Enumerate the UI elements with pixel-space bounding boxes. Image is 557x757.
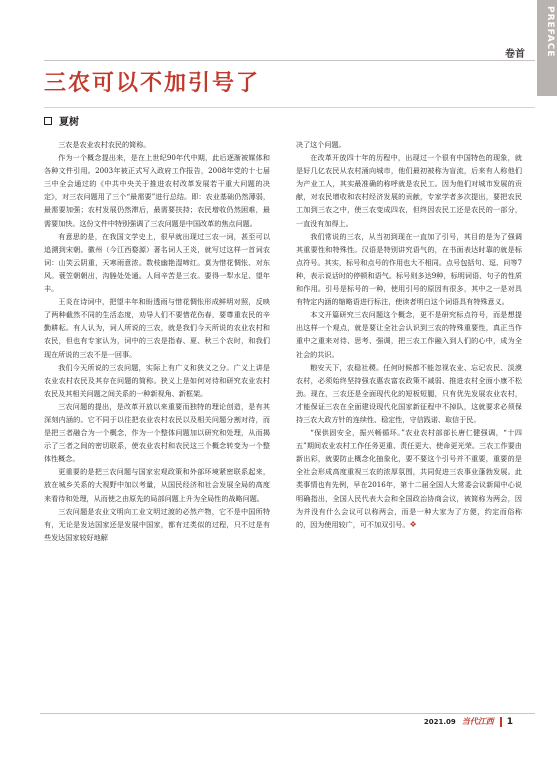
side-tab-label: PREFACE — [545, 6, 555, 58]
side-tab — [537, 0, 557, 96]
square-icon — [44, 117, 52, 125]
paragraph: 作为一个概念提出来，是在上世纪90年代中期，此后逐渐被媒体和各种文件引用。2003年被正式写入政府工作报告，2008年党的十七届三中全会通过的《中共中央关于推进农村改革发展若干重大问题的决定》，对三农问题用了三个“最需要”进行总结。即：农业基础仍然薄弱，最需要加强；农村发展仍然滞后，最需要扶持；农民增收仍然困难，最需要加快。这份文件中特别强调了三农问题是中国改革的焦点问题。 — [44, 153, 270, 228]
paragraph: 更重要的是把三农问题与国家宏观政策和外部环境紧密联系起来，放在城乡关系的大视野中加以考量，从国民经济和社会发展全局的高度来看待和处理，从而使之由原先的局部问题上升为全局性的战略问题。 — [44, 467, 270, 503]
paragraph: 王炎在诗词中，把望丰年和盼透雨与惜花惆怅形成鲜明对照，反映了两种截然不同的生活态度，劝导人们不要惜花伤春，要尊重农民的辛勤耕耘。有人认为，词人所说的三农，就是我们今天所说的农业农村和农民，但也有专家认为，词中的三农是指春、夏、秋三个农时，和我们现在所说的三农不是一回事。 — [44, 297, 270, 359]
paragraph: 有意思的是，在我国文学史上，很早就出现过三农一词，甚至可以追溯到宋朝。徽州（今江西婺源）著名词人王炎，就写过这样一首词农词：山笑云阴重，天寒雨意浓。数枝幽艳湿啼红。莫为惜花惆怅、对东风。蓑笠朝朝出，沟塍处处通。人间辛苦是三农。要得一犁水足、望年丰。 — [44, 231, 270, 294]
paragraph: 决了这个问题。 — [296, 140, 346, 149]
paragraph: 三农问题是农业文明向工业文明过渡的必然产物，它不是中国所特有，无论是发达国家还是发展中国家，都有过类似的过程，只不过是有些发达国家较好地解 — [44, 506, 270, 542]
paragraph-last — [296, 426, 522, 531]
issue-number: 2021.09 — [423, 717, 456, 726]
paragraph: 本文开篇研究三农问题这个概念，更不是研究标点符号，而是想提出这样一个观点，就是要让全社会认识到三农的特殊重要性，真正当作重中之重来对待、思考、强调，把三农工作融入到人们的心中，成为全社会的共识。 — [296, 310, 522, 359]
article-title: 三农可以不加引号了 — [44, 71, 261, 96]
author-line — [44, 113, 79, 128]
paragraph: 我们常说的三农，从当初到现在一直加了引号，其目的是为了强调其重要性和特殊性。汉语是特别讲究语气的，在书面表达时靠的就是标点符号。其实，标号和点号的作用也大不相同。点号包括句、逗、问等7种，表示说话时的停顿和语气。标号则多达9种，标明词语、句子的性质和作用。引号是标号的一种，使用引号的原因有很多，其中之一是对具有特定内涵的缩略语进行标注，使读者明白这个词语具有特殊意义。 — [296, 231, 522, 307]
footer-divider — [40, 713, 535, 714]
title-divider — [44, 107, 535, 108]
paragraph-text: “保供固安全，振兴畅循环。”农业农村部部长唐仁健强调，“十四五”期间农业农村工作任务更重、责任更大、使命更光荣。三农工作要由新出彩，就要防止概念化抽象化，要不要这个引号并不重要，重要的是全社会形成高度重视三农的浓厚氛围，共同促进三农事业蓬勃发展。此类事情也有先例，早在2016年，第十二届全国人大常委会议新闻中心说明确指出，全国人民代表大会和全国政治协商会议，被简称为两会，因为并没有什么会议可以称两会，而是一种大家为了方便，约定而俗称的，因为使用较广，可不加双引号。 — [296, 428, 522, 529]
left-column — [44, 138, 270, 691]
paragraph: 粮安天下，农稳社稷。任何时候都不能忽视农业、忘记农民、淡漠农村，必须始终坚持强农惠农富农政策不减弱、推进农村全面小康不松劲。现在，三农还是全面现代化的短板短腿，只有优先发展农业农村，才能保证三农在全面建设现代化国家新征程中不掉队，这就要求必须保持三农大政方针的连续性、稳定性，守信践诺、取信于民。 — [296, 362, 522, 424]
right-column — [296, 138, 522, 691]
end-mark-icon: ❖ — [409, 519, 417, 529]
page-number: 1 — [506, 716, 513, 727]
paragraph: 在改革开放四十年的历程中，出现过一个很有中国特色的现象，就是好几亿农民从农村涌向城市，他们最初被称为盲流，后来有人称他们为产业工人，其实最准确的称呼就是农民工。因为他们对城市发展的贡献，对农民增收和农村经济发展的贡献，专家学者多次提出，要把农民工加到三农之中，使三农变成四农，但终因农民工还是农民的一部分，一直没有加得上。 — [296, 153, 522, 228]
top-divider — [44, 60, 535, 61]
paragraph: 三农是农业农村农民的简称。 — [58, 140, 151, 149]
paragraph: 三农问题的提出，是改革开放以来重要而独特的理论创造，是有其深刻内涵的。它不同于以往把农业农村农民以及相关问题分割对待，而是把三者融合为一个概念，作为一个整体问题加以研究和处理，从而揭示了三者之间的密切联系，使农业农村和农民这三个概念转变为一个整体性概念。 — [44, 401, 270, 464]
footer-accent-bar — [500, 717, 502, 727]
article-body — [44, 138, 522, 691]
magazine-logo: 当代江西 — [461, 717, 494, 726]
paragraph: 我们今天所说的三农问题，实际上有广义和狭义之分。广义上讲是农业农村农民及其存在问题的简称。狭义上是如何对待和研究农业农村农民及其相关问题之间关系的一种新视角、新框架。 — [44, 362, 270, 398]
page-footer — [424, 716, 513, 727]
author-name: 夏树 — [59, 117, 79, 128]
section-label: 卷首 — [505, 49, 525, 60]
